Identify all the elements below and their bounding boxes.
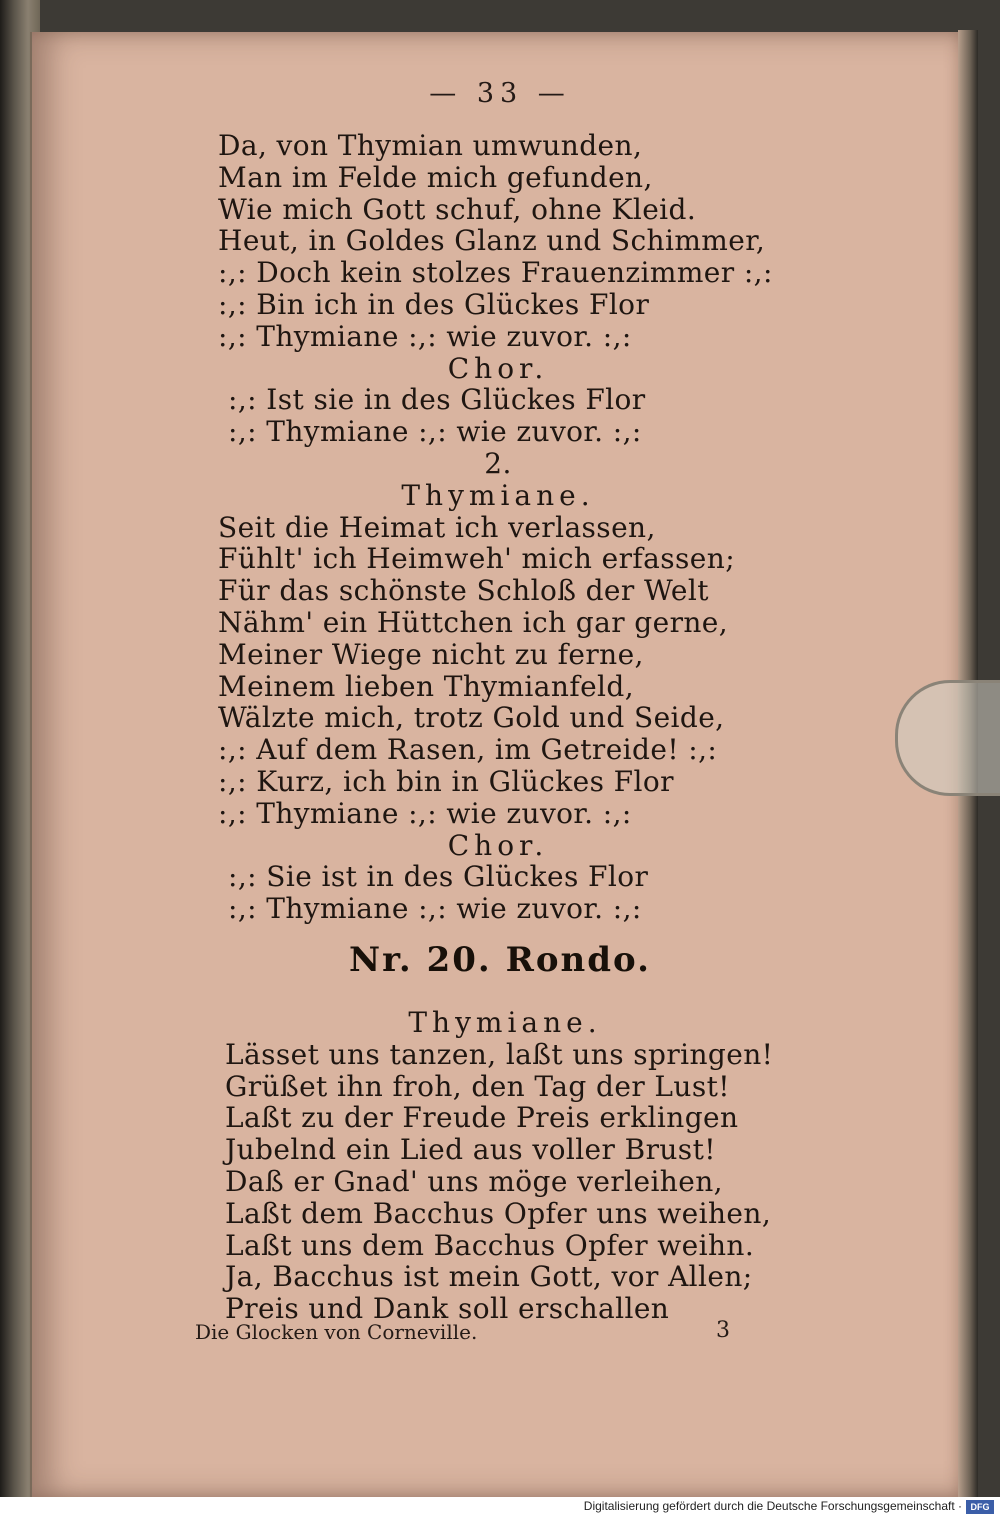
speaker-name: Thymiane. [408, 1006, 602, 1039]
chorus-label: Chor. [447, 828, 549, 862]
chorus-line: :,: Sie ist in des Glückes Flor [228, 860, 649, 894]
speaker-name: Thymiane. [401, 478, 595, 512]
verse-line: Heut, in Goldes Glanz und Schimmer, [218, 224, 766, 258]
verse-line: Fühlt' ich Heimweh' mich erfassen; [218, 542, 736, 576]
verse-line: :,: Thymiane :,: wie zuvor. :,: [218, 319, 632, 353]
section-heading: Nr. 20. Rondo. [349, 940, 651, 980]
dfg-logo: DFG [966, 1500, 994, 1514]
footer-title: Die Glocken von Corneville. [195, 1320, 478, 1344]
verse-line: :,: Auf dem Rasen, im Getreide! :,: [218, 733, 718, 767]
verse-line: Wälzte mich, trotz Gold und Seide, [218, 701, 725, 735]
verse-line: :,: Kurz, ich bin in Glückes Flor [218, 764, 674, 798]
verse-line: Seit die Heimat ich verlassen, [218, 510, 656, 544]
verse-line: Man im Felde mich gefunden, [218, 160, 653, 194]
verse-line: Jubelnd ein Lied aus voller Brust! [225, 1133, 716, 1167]
verse-line: :,: Thymiane :,: wie zuvor. :,: [218, 796, 632, 830]
verse-line: Nähm' ein Hüttchen ich gar gerne, [218, 605, 729, 639]
verse-line: Daß er Gnad' uns möge verleihen, [225, 1164, 723, 1198]
verse-line: Ja, Bacchus ist mein Gott, vor Allen; [225, 1260, 753, 1294]
verse-line: Grüßet ihn froh, den Tag der Lust! [225, 1069, 730, 1103]
chorus-line: :,: Ist sie in des Glückes Flor [228, 383, 646, 417]
verse-line: Da, von Thymian umwunden, [218, 129, 643, 162]
verse-line: Lässet uns tanzen, laßt uns springen! [225, 1037, 774, 1071]
chorus-line: :,: Thymiane :,: wie zuvor. :,: [228, 415, 642, 449]
verse-line: :,: Doch kein stolzes Frauenzimmer :,: [218, 256, 773, 290]
verse-line: :,: Bin ich in des Glückes Flor [218, 287, 650, 321]
verse-number: 2. [484, 446, 512, 480]
verse-line: Preis und Dank soll erschallen [225, 1292, 670, 1326]
verse-line: Laßt dem Bacchus Opfer uns weihen, [225, 1196, 772, 1230]
digitization-credit: Digitalisierung gefördert durch die Deutsche Forschungsgemeinschaft · [583, 1499, 962, 1513]
upper-text [218, 130, 838, 925]
signature-mark: 3 [716, 1318, 730, 1343]
verse-line: Laßt uns dem Bacchus Opfer weihn. [225, 1228, 755, 1262]
verse-line: Meiner Wiege nicht zu ferne, [218, 637, 644, 671]
verse-line: Meinem lieben Thymianfeld, [218, 669, 635, 703]
chorus-line: :,: Thymiane :,: wie zuvor. :,: [228, 892, 642, 926]
page-number: — 33 — [429, 78, 571, 109]
verse-line: Für das schönste Schloß der Welt [218, 574, 709, 608]
verse-line: Laßt zu der Freude Preis erklingen [225, 1101, 739, 1135]
lower-text [225, 1007, 845, 1325]
page-clip-tab [895, 680, 1000, 796]
chorus-label: Chor. [447, 351, 549, 385]
verse-line: Wie mich Gott schuf, ohne Kleid. [218, 192, 697, 226]
